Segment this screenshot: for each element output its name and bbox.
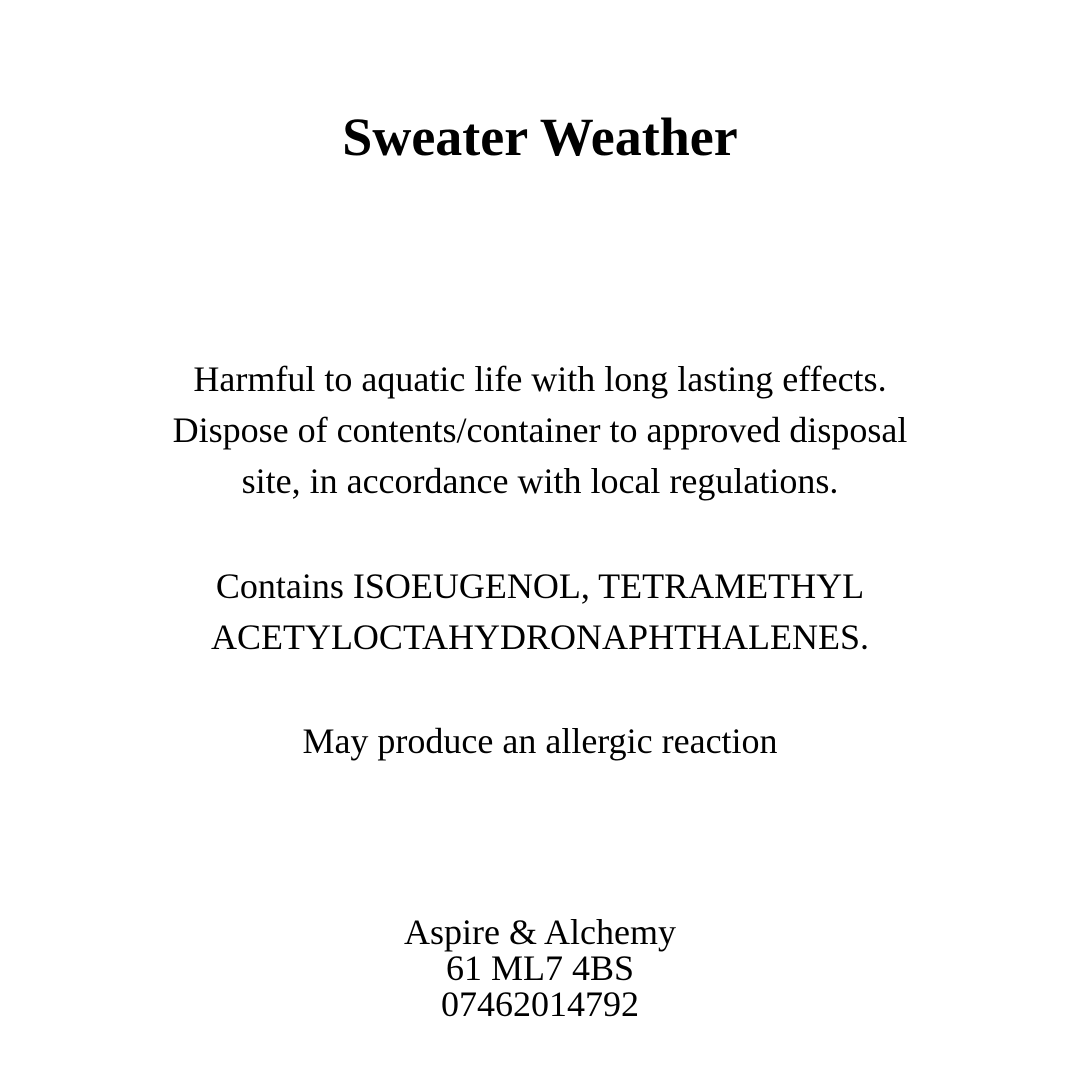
- company-details: [0, 914, 1080, 1022]
- contains-line: Contains ISOEUGENOL, TETRAMETHYL: [215, 566, 865, 606]
- contains-statement: [0, 561, 1080, 663]
- contains-line: ACETYLOCTAHYDRONAPHTHALENES.: [210, 617, 870, 657]
- hazard-warning: [0, 354, 1080, 507]
- hazard-warning-line: Harmful to aquatic life with long lasting effects.: [193, 359, 887, 399]
- company-name: Aspire & Alchemy: [404, 912, 676, 952]
- hazard-warning-line: site, in accordance with local regulations.: [241, 461, 839, 501]
- product-title: Sweater Weather: [342, 107, 738, 167]
- hazard-warning-line: Dispose of contents/container to approved disposal: [172, 410, 908, 450]
- allergy-text: May produce an allergic reaction: [302, 721, 778, 761]
- allergy-notice: [0, 716, 1080, 767]
- company-address: 61 ML7 4BS: [445, 948, 635, 988]
- company-phone: 07462014792: [441, 984, 639, 1024]
